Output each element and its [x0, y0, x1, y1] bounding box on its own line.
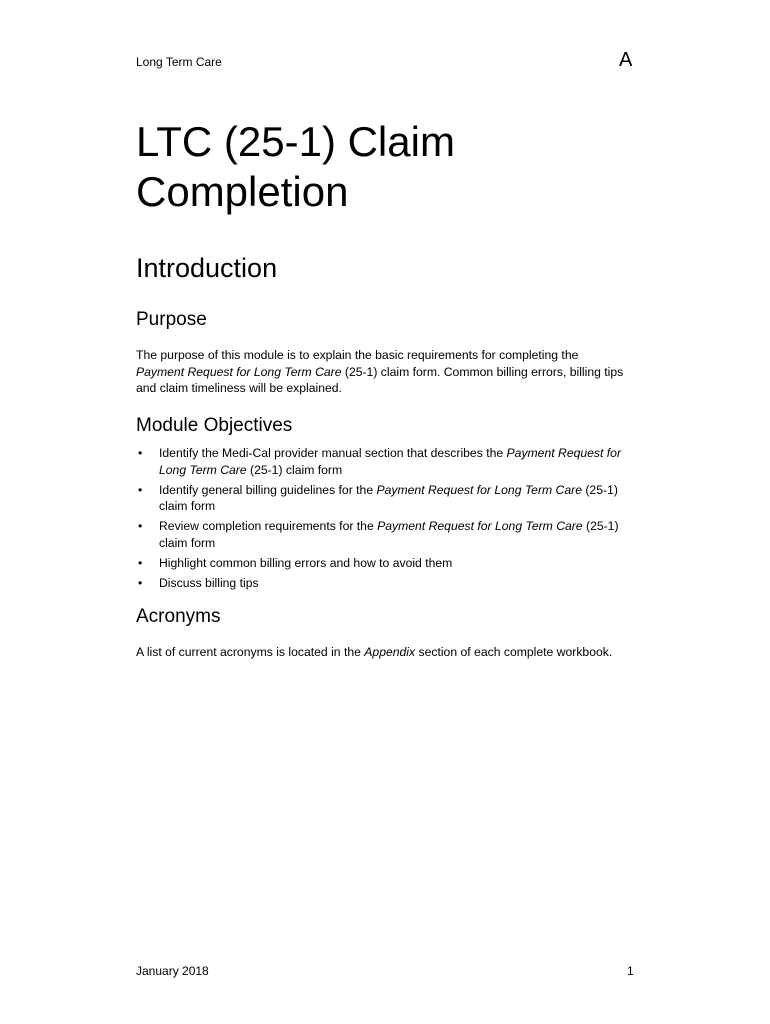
purpose-paragraph [136, 347, 626, 397]
text: (25-1) claim form [246, 462, 343, 477]
form-name: Payment Request for Long Term Care [376, 482, 582, 497]
bullet: • [138, 519, 143, 533]
objective-item [136, 445, 626, 478]
bullet: • [138, 446, 143, 460]
section-letter: A [619, 49, 633, 71]
objective-item [136, 575, 626, 592]
text: section of each complete workbook. [415, 645, 613, 659]
bullet: • [138, 482, 143, 497]
page-number: 1 [627, 964, 634, 978]
text: Highlight common billing errors and how to avoid them [159, 555, 453, 570]
title-line-2: Completion [136, 168, 349, 215]
form-name: Payment Request for Long Term Care [136, 364, 342, 379]
form-name: Payment Request for Long Term Care [377, 519, 583, 533]
text: Discuss billing tips [159, 575, 259, 590]
objectives-list [136, 445, 626, 595]
objective-item [136, 555, 626, 572]
page-title [136, 117, 656, 217]
text: The purpose of this module is to explain the basic requirements for completing the [136, 348, 579, 362]
title-line-1: LTC (25-1) Claim [136, 118, 455, 165]
running-header: Long Term Care [136, 55, 222, 69]
text: (25-1) claim form. Common billing errors, billing tips and claim timeliness will be explained. [136, 364, 624, 395]
objectives-heading: Module Objectives [136, 415, 293, 436]
objective-item [136, 518, 626, 551]
introduction-heading: Introduction [136, 253, 278, 283]
acronyms-heading: Acronyms [136, 606, 221, 627]
bullet: • [138, 555, 143, 570]
text: (25-1) claim form [159, 482, 618, 513]
text: (25-1) claim form [159, 519, 619, 550]
text: Review completion requirements for the [159, 519, 378, 533]
bullet: • [138, 575, 143, 590]
appendix-reference: Appendix [364, 645, 416, 659]
purpose-heading: Purpose [136, 309, 207, 330]
objective-item [136, 482, 626, 515]
form-name: Payment Request for Long Term Care [159, 446, 622, 477]
text: Identify general billing guidelines for the [159, 482, 377, 497]
acronyms-paragraph [136, 644, 656, 661]
text: A list of current acronyms is located in the [136, 645, 365, 659]
footer-date: January 2018 [136, 964, 209, 978]
text: Identify the Medi-Cal provider manual section that describes the [159, 446, 507, 460]
